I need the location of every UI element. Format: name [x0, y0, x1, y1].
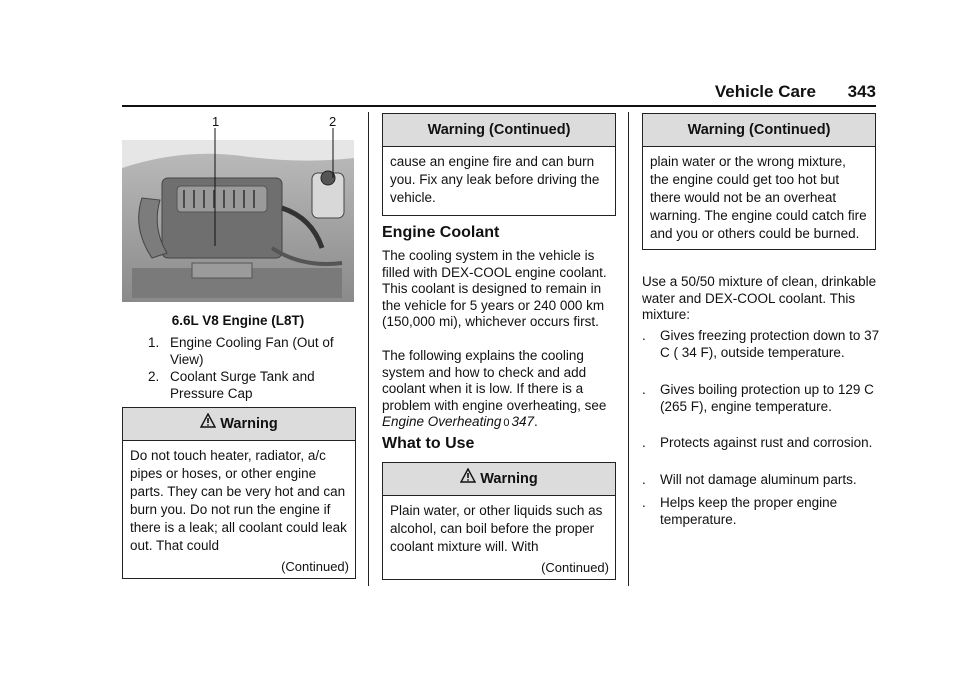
warning-box-2	[382, 113, 616, 216]
bullet-text: Will not damage aluminum parts.	[660, 472, 857, 487]
warning-header	[123, 408, 355, 441]
page-number: 343	[847, 82, 876, 101]
column-divider-2	[628, 112, 629, 586]
warning-title: Warning	[480, 471, 538, 487]
warning-box-3	[382, 462, 616, 580]
cross-reference-link[interactable]: Engine Overheating	[382, 414, 502, 429]
continued-label: (Continued)	[541, 560, 609, 575]
warning-triangle-icon	[460, 463, 476, 495]
bullet-text: Helps keep the proper engine temperature.	[660, 495, 838, 527]
warning-text: plain water or the wrong mixture, the engine could get too hot but there would not be an overheat warning. The engine could catch fire and you or others could be burned.	[650, 154, 867, 241]
warning-box-1	[122, 407, 356, 579]
bullet-text: Gives boiling protection up to 129 C (265 F), engine temperature.	[660, 382, 874, 414]
warning-triangle-icon	[200, 408, 216, 440]
heading-engine-coolant: Engine Coolant	[382, 224, 500, 241]
engine-coolant-paragraph-2	[382, 348, 618, 432]
warning-title: Warning	[220, 416, 278, 432]
engine-coolant-paragraph-1: The cooling system in the vehicle is filled with DEX-COOL engine coolant. This coolant is designed to remain in the vehicle for 5 years or 240 000 km (150,000 mi), whichever occurs first.	[382, 248, 607, 329]
heading-what-to-use: What to Use	[382, 435, 475, 452]
warning-text: cause an engine fire and can burn you. Fix any leak before driving the vehicle.	[390, 154, 600, 205]
warning-text: Plain water, or other liquids such as alcohol, can boil before the proper coolant mixture will. With	[390, 503, 603, 554]
figure-caption: 6.6L V8 Engine (L8T)	[171, 313, 305, 328]
item-text: Engine Cooling Fan (Out of View)	[170, 335, 334, 367]
paragraph-text: The following explains the cooling system and how to check and add coolant when it is low. If there is a problem with engine overheating, see	[382, 348, 607, 413]
item-number: 1.	[148, 335, 160, 350]
bullet-symbol: .	[642, 472, 646, 487]
warning-header: Warning (Continued)	[643, 114, 875, 147]
warning-text: Do not touch heater, radiator, a/c pipes or hoses, or other engine parts. They can be very hot and can burn you. Do not run the engine if there is a leak; all coolant could leak out. That could	[130, 448, 347, 553]
mixture-intro: Use a 50/50 mixture of clean, drinkable water and DEX-COOL coolant. This mixture:	[642, 274, 877, 322]
continued-label: (Continued)	[281, 559, 349, 574]
bullet-symbol: .	[642, 495, 646, 510]
callout-label-2: 2	[329, 114, 337, 129]
mixture-bullet-list	[642, 0, 878, 678]
bullet-text: Gives freezing protection down to 37 C ( 34 F), outside temperature.	[660, 328, 880, 360]
warning-header: Warning (Continued)	[383, 114, 615, 147]
item-number: 2.	[148, 369, 160, 384]
bullet-text: Protects against rust and corrosion.	[660, 435, 873, 450]
cross-reference-page[interactable]: 347	[511, 414, 534, 429]
engine-illustration	[122, 128, 354, 302]
callout-label-1: 1	[212, 114, 220, 129]
warning-header	[383, 463, 615, 496]
bullet-symbol: .	[642, 435, 646, 450]
bullet-symbol: .	[642, 382, 646, 397]
item-text: Coolant Surge Tank and Pressure Cap	[170, 369, 315, 401]
section-title: Vehicle Care	[714, 82, 816, 101]
sentence-end: .	[534, 414, 538, 429]
page-ref-symbol: 0	[503, 417, 510, 429]
bullet-symbol: .	[642, 328, 646, 343]
